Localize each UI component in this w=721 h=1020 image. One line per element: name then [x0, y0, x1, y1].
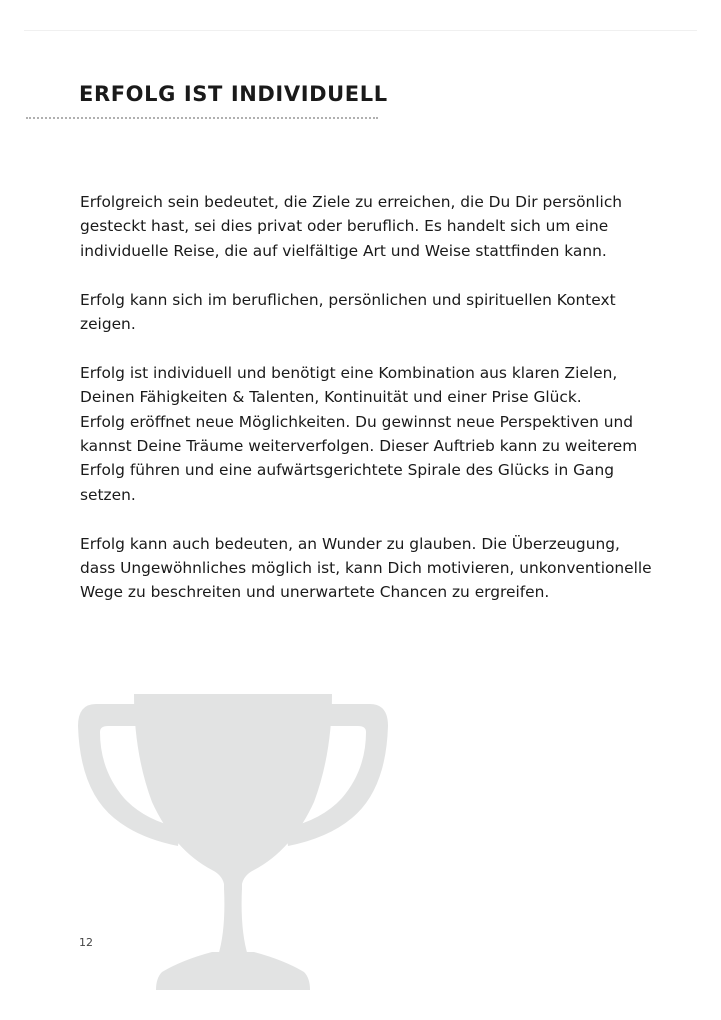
- trophy-shape: [78, 694, 388, 990]
- paragraph: [80, 361, 660, 507]
- paragraph: [80, 190, 660, 263]
- text-line: individuelle Reise, die auf vielfältige Art und Weise stattfinden kann.: [80, 241, 607, 260]
- text-line: kannst Deine Träume weiterverfolgen. Dieser Auftrieb kann zu weiterem: [80, 437, 638, 456]
- text-line: Erfolg eröffnet neue Möglichkeiten. Du gewinnst neue Perspektiven und: [80, 412, 634, 431]
- text-line: zeigen.: [80, 315, 136, 334]
- trophy-icon: [78, 694, 388, 990]
- title-dotted-underline: [26, 117, 378, 119]
- text-line: dass Ungewöhnliches möglich ist, kann Dich motivieren, unkonventionelle: [80, 559, 652, 578]
- text-line: Erfolg kann auch bedeuten, an Wunder zu glauben. Die Überzeugung,: [80, 534, 620, 553]
- text-line: gesteckt hast, sei dies privat oder beruflich. Es handelt sich um eine: [80, 217, 609, 236]
- paragraph: [80, 288, 660, 337]
- body-text: [80, 190, 660, 629]
- text-line: Wege zu beschreiten und unerwartete Chancen zu ergreifen.: [80, 583, 550, 602]
- paragraph: [80, 532, 660, 605]
- page-number: 12: [79, 936, 93, 949]
- top-divider: [24, 30, 697, 31]
- page-title: ERFOLG IST INDIVIDUELL: [79, 82, 388, 106]
- text-line: Erfolg kann sich im beruflichen, persönlichen und spirituellen Kontext: [80, 290, 616, 309]
- text-line: Erfolgreich sein bedeutet, die Ziele zu erreichen, die Du Dir persönlich: [80, 193, 623, 211]
- text-line: Deinen Fähigkeiten & Talenten, Kontinuität und einer Prise Glück.: [80, 388, 582, 407]
- text-line: Erfolg ist individuell und benötigt eine Kombination aus klaren Zielen,: [80, 363, 618, 382]
- text-line: setzen.: [80, 485, 136, 504]
- text-line: Erfolg führen und eine aufwärtsgerichtete Spirale des Glücks in Gang: [80, 461, 614, 480]
